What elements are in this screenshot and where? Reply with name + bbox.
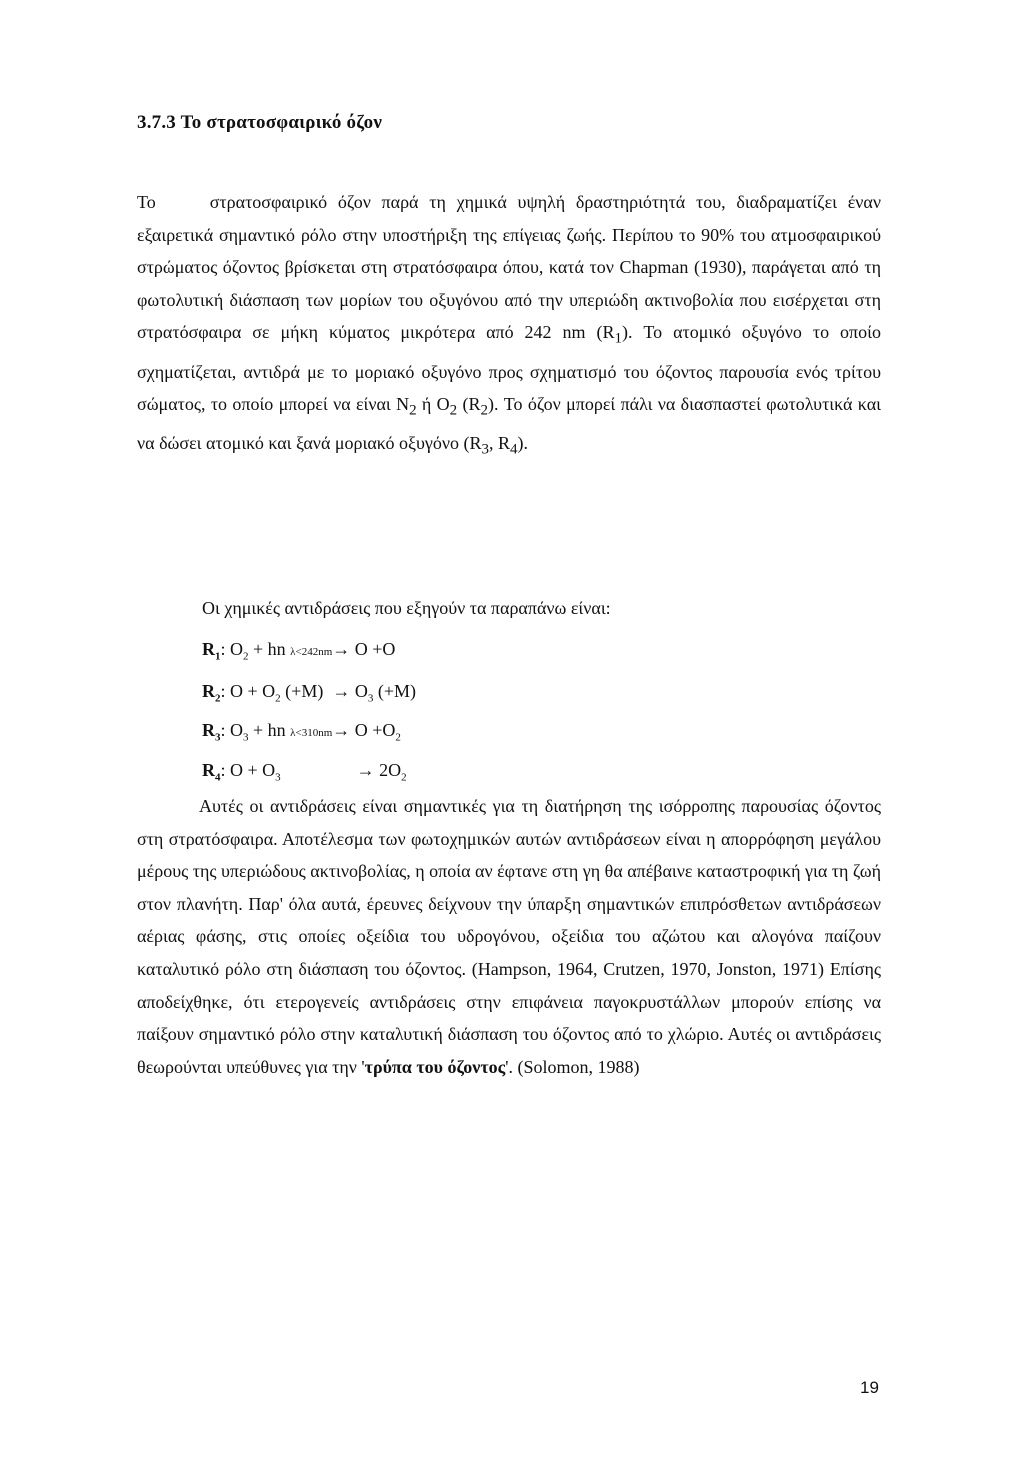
reaction-term: O [225, 639, 244, 659]
subscript: 2 [449, 402, 458, 419]
reaction-products: → O +O [332, 720, 396, 740]
paragraph-text: '. (Solomon, 1988) [505, 1056, 640, 1077]
subscript: 2 [409, 402, 417, 419]
subscript: 3 [481, 441, 489, 458]
subscript: 2 [275, 692, 281, 705]
reaction-colon: : [220, 639, 226, 659]
subscript: 2 [243, 650, 249, 663]
reaction-term: + hn [248, 639, 291, 659]
subscript: 4 [510, 441, 518, 458]
reaction-r4 [202, 760, 407, 784]
subscript: 1 [614, 330, 622, 347]
wavelength-condition: λ<310nm [290, 727, 333, 739]
ozone-hole-term: τρύπα του όζοντος [364, 1056, 506, 1077]
reaction-term: O [225, 720, 244, 740]
paragraph-text: , R [489, 433, 511, 454]
reactions-intro: Οι χημικές αντιδράσεις που εξηγούν τα παραπάνω είναι: [202, 598, 611, 618]
reaction-products: → O [323, 681, 368, 701]
section-heading: 3.7.3 Το στρατοσφαιρικό όζον [137, 112, 383, 133]
reaction-term: (+M) [280, 681, 324, 701]
reaction-label: $R_1$ [202, 639, 221, 663]
subscript: 2 [395, 731, 401, 744]
reaction-term: O + O [225, 681, 276, 701]
wavelength-condition: λ<242nm [290, 646, 333, 658]
reaction-term: O + O [225, 760, 276, 780]
reaction-term: (+M) [373, 681, 416, 701]
paragraph-text: στρατοσφαιρικό όζον παρά τη χημικά υψηλή δραστηριότητά του, διαδραματίζει έναν εξαιρετικά σημαντικό ρόλο στην υποστήριξη της επίγειας ζωής. Περίπου το 90% του ατμοσφαιρικού στρώματος όζοντος βρίσκεται στη στρατόσφαιρα όπου, κατά τον Chapman (1930), παράγεται από τη φωτολυτική διάσπαση των μορίων του οξυγόνου από την υπεριώδη ακτινοβολία που εισέρχεται στη στρατόσφαιρα σε μήκη κύματος μικρότερα από 242 nm (R [137, 192, 881, 343]
reaction-colon: : [220, 760, 226, 780]
paragraph-text: ). Το όζον μπορεί πάλι να διασπαστεί φωτολυτικά και να δώσει ατομικό και ξανά μοριακό οξυγόνο (R [137, 394, 881, 454]
subscript: 3 [367, 692, 374, 705]
subscript: 2 [480, 402, 488, 419]
reaction-label: $R_3$ [202, 720, 221, 744]
reaction-products: → 2O [356, 760, 402, 780]
paragraph-stratospheric-ozone [137, 186, 881, 467]
paragraph-text: ). Το ατομικό οξυγόνο το οποίο σχηματίζεται, αντιδρά με το μοριακό οξυγόνο προς σχηματισμό του όζοντος παρουσία ενός τρίτου σώματος, το οποίο μπορεί να είναι N [137, 322, 881, 415]
paragraph-first-word: Το [137, 192, 156, 212]
reaction-colon: : [220, 720, 226, 740]
subscript: 3 [243, 731, 249, 744]
reaction-colon: : [220, 681, 226, 701]
page-number: 19 [860, 1378, 879, 1397]
reaction-products: → O +O [332, 639, 396, 659]
reaction-r2 [202, 681, 416, 705]
reaction-r1 [202, 639, 395, 663]
reaction-label: $R_4$ [202, 760, 221, 784]
reaction-term: + hn [248, 720, 291, 740]
paragraph-text: Αυτές οι αντιδράσεις είναι σημαντικές για τη διατήρηση της ισόρροπης παρουσίας όζοντος στη στρατόσφαιρα. Αποτέλεσμα των φωτοχημικών αυτών αντιδράσεων είναι η απορρόφηση μεγάλου μέρους της υπεριώδους ακτινοβολίας, η οποία αν έφτανε στη γη θα απέβαινε καταστροφική για τη ζωή στον πλανήτη. Παρ' όλα αυτά, έρευνες δείχνουν την ύπαρξη σημαντικών επιπρόσθετων αντιδράσεων αέριας φάσης, στις οποίες οξείδια του υδρογόνου, οξείδια του αζώτου και αλογόνα παίζουν καταλυτικό ρόλο στη διάσπαση του όζοντος. (Hampson, 1964, Crutzen, 1970, Jonston, 1971) Επίσης αποδείχθηκε, ότι ετερογενείς αντιδράσεις στην επιφάνεια παγοκρυστάλλων μπορούν επίσης να παίξουν σημαντικό ρόλο στην καταλυτική διάσπαση του όζοντος από το χλώριο. Αυτές οι αντιδράσεις θεωρούνται υπεύθυνες για την ' [137, 796, 881, 1077]
paragraph-text: ). [517, 433, 529, 454]
paragraph-text: (R [457, 394, 481, 415]
paragraph-text: ή O [416, 394, 450, 415]
reaction-label: $R_2$ [202, 681, 221, 705]
reaction-r3 [202, 720, 401, 744]
paragraph-reaction-significance [137, 790, 881, 1083]
subscript: 3 [275, 771, 281, 784]
subscript: 2 [401, 771, 407, 784]
